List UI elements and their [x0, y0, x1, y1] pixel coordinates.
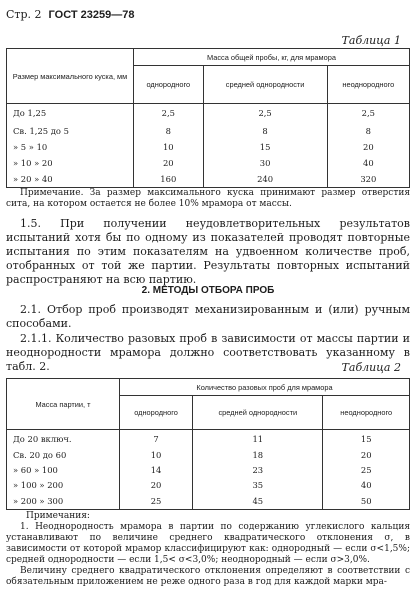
table2-group-header: Количество разовых проб для мрамора: [120, 379, 410, 396]
table-cell: 20: [134, 155, 204, 171]
table-cell: 8: [134, 123, 204, 139]
table-cell: 2,5: [327, 104, 409, 123]
table-cell: 320: [327, 171, 409, 188]
table1-col1-header: Размер максимального куска, мм: [7, 49, 134, 104]
table-cell: 45: [193, 493, 323, 510]
table-cell: 25: [323, 463, 410, 478]
note-1-continuation: Величину среднего квадратического отклонения определяют в соответствии с обязательным приложением не реже одного раза в год для каждой марки мра-: [6, 566, 410, 587]
table2-col1-header: Масса партии, т: [7, 379, 120, 430]
table-cell: 11: [193, 430, 323, 448]
table-cell: » 200 » 300: [7, 493, 120, 510]
table-cell: 2,5: [134, 104, 204, 123]
table-cell: 7: [120, 430, 193, 448]
table1-subheader: средней однородности: [203, 66, 327, 104]
table-cell: 18: [193, 448, 323, 463]
table-cell: 2,5: [203, 104, 327, 123]
table-cell: До 20 включ.: [7, 430, 120, 448]
notes-title: Примечания:: [26, 511, 90, 521]
table-cell: Св. 1,25 до 5: [7, 123, 134, 139]
table-cell: 35: [193, 478, 323, 493]
table-cell: 240: [203, 171, 327, 188]
table-cell: 20: [120, 478, 193, 493]
table-cell: » 100 » 200: [7, 478, 120, 493]
table-cell: 160: [134, 171, 204, 188]
note-1: 1. Неоднородность мрамора в партии по содержанию углекислого кальция устанавливают по величине среднего квадратического отклонения σ, в зависимости от которой мрамор классифицируют как: однородный — если σ<1,5%; средней однородности — если 1,5< σ<3,0%; неоднородный — если σ>3,0%.: [6, 522, 410, 565]
table-cell: » 60 » 100: [7, 463, 120, 478]
table1-label: Таблица 1: [341, 34, 401, 47]
paragraph-2-1: 2.1. Отбор проб производят механизированным и (или) ручным способами.: [6, 303, 410, 330]
table2-subheader: однородного: [120, 396, 193, 430]
section-2-title: 2. МЕТОДЫ ОТБОРА ПРОБ: [141, 285, 275, 296]
page-header: [6, 8, 134, 21]
paragraph-1-5: 1.5. При получении неудовлетворительных результатов испытаний хотя бы по одному из показателей проводят повторные испытания по этим показателям на удвоенном количестве проб, отобранных от той же партии. Результаты повторных испытаний распространяют на всю партию.: [6, 217, 410, 286]
table-1: [6, 48, 410, 188]
table-cell: 15: [203, 139, 327, 155]
table1-group-header: Масса общей пробы, кг, для мрамора: [134, 49, 410, 66]
table1-note: Примечание. За размер максимального куска принимают размер отверстия сита, на котором остается не более 10% мрамора от массы.: [6, 188, 410, 209]
table-cell: 20: [327, 139, 409, 155]
table-cell: 8: [203, 123, 327, 139]
page-number: Стр. 2: [6, 8, 42, 21]
table-cell: 30: [203, 155, 327, 171]
gost-number: ГОСТ 23259—78: [48, 9, 135, 21]
table-cell: 40: [323, 478, 410, 493]
table-cell: » 10 » 20: [7, 155, 134, 171]
table2-label: Таблица 2: [341, 361, 401, 374]
table-cell: До 1,25: [7, 104, 134, 123]
table1-subheader: неоднородного: [327, 66, 409, 104]
table-cell: Св. 20 до 60: [7, 448, 120, 463]
table2-subheader: неоднородного: [323, 396, 410, 430]
table2-subheader: средней однородности: [193, 396, 323, 430]
table-cell: 14: [120, 463, 193, 478]
table-cell: 20: [323, 448, 410, 463]
table-cell: 25: [120, 493, 193, 510]
table-cell: 10: [134, 139, 204, 155]
paragraph-2-1-1: 2.1.1. Количество разовых проб в зависимости от массы партии и неоднородности мрамора должно соответствовать указанному в табл. 2.: [6, 332, 410, 373]
table-cell: 15: [323, 430, 410, 448]
table-2: [6, 378, 410, 510]
table-cell: » 5 » 10: [7, 139, 134, 155]
table-cell: 50: [323, 493, 410, 510]
table-cell: 40: [327, 155, 409, 171]
table-cell: 23: [193, 463, 323, 478]
table-cell: 8: [327, 123, 409, 139]
table-cell: 10: [120, 448, 193, 463]
table1-subheader: однородного: [134, 66, 204, 104]
table-cell: » 20 » 40: [7, 171, 134, 188]
